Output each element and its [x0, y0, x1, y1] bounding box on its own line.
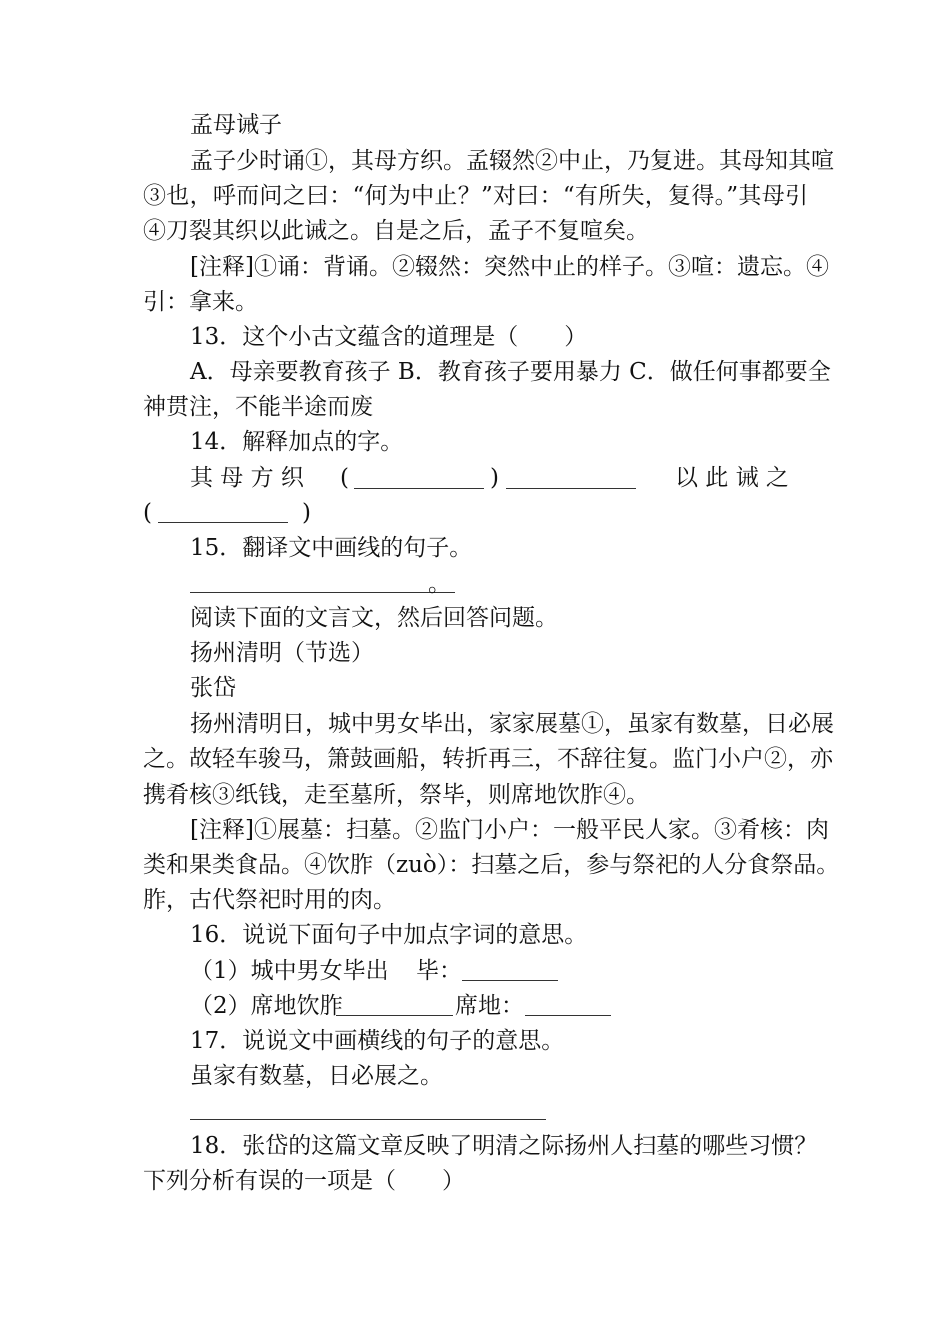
- answer-blank-14-3[interactable]: [158, 522, 288, 523]
- passage-title-yangzhou: 扬州清明（节选）: [190, 640, 374, 666]
- passage2-body-line-1: 扬州清明日，城中男女毕出，家家展墓①，虽家有数墓，日必展: [190, 711, 834, 737]
- passage2-notes-line-1: [注释]①展墓：扫墓。②监门小户：一般平民人家。③肴核：肉: [190, 817, 829, 843]
- question-13-stem: 13．这个小古文蕴含的道理是（ ）: [190, 324, 588, 350]
- answer-blank-14-1[interactable]: [354, 488, 484, 489]
- passage2-author: 张岱: [190, 675, 236, 701]
- question-18-stem-line-1: 18．张岱的这篇文章反映了明清之际扬州人扫墓的哪些习惯？: [190, 1133, 818, 1159]
- question-14-close-paren-2: ): [302, 500, 311, 526]
- answer-blank-14-2[interactable]: [506, 488, 636, 489]
- passage-title-mengmu: 孟母诫子: [190, 112, 282, 138]
- question-17-sentence: 虽家有数墓，日必展之。: [190, 1063, 443, 1089]
- question-14-stem: 14．解释加点的字。: [190, 429, 404, 455]
- question-13-options-line-2: 神贯注，不能半途而废: [143, 394, 373, 420]
- question-15-stem: 15．翻译文中画线的句子。: [190, 535, 473, 561]
- question-14-close-paren-1: ): [490, 465, 499, 491]
- passage2-notes-line-3: 胙，古代祭祀时用的肉。: [143, 887, 396, 913]
- question-14-item-1: 其 母 方 织: [190, 465, 304, 491]
- question-15-answer-end: 。: [428, 571, 451, 597]
- question-16-item-2: （2）席地饮胙: [190, 993, 343, 1019]
- passage2-notes-line-2: 类和果类食品。④饮胙（zuò）：扫墓之后，参与祭祀的人分食祭品。: [143, 852, 840, 878]
- passage2-body-line-2: 之。故轻车骏马，箫鼓画船，转折再三，不辞往复。监门小户②，亦: [143, 746, 833, 772]
- answer-line-15[interactable]: [190, 592, 455, 593]
- passage1-notes-line-1: [注释]①诵：背诵。②辍然：突然中止的样子。③喧：遗忘。④: [190, 254, 829, 280]
- question-17-stem: 17．说说文中画横线的句子的意思。: [190, 1028, 565, 1054]
- question-14-open-paren-1: (: [340, 465, 349, 491]
- passage1-body-line-1: 孟子少时诵①，其母方织。孟辍然②中止，乃复进。其母知其喧: [190, 148, 834, 174]
- question-16-stem: 16．说说下面句子中加点字词的意思。: [190, 922, 588, 948]
- question-18-stem-line-2: 下列分析有误的一项是（ ）: [143, 1168, 465, 1194]
- question-16-item-1: （1）城中男女毕出: [190, 958, 389, 984]
- passage1-body-line-2: ③也，呼而问之曰：“何为中止？”对曰：“有所失，复得。”其母引: [143, 183, 808, 209]
- answer-line-17[interactable]: [190, 1119, 546, 1120]
- question-16-item-1-label: 毕：: [416, 958, 462, 984]
- passage2-body-line-3: 携肴核③纸钱，走至墓所，祭毕，则席地饮胙④。: [143, 782, 649, 808]
- question-14-open-paren-2: (: [143, 500, 152, 526]
- question-13-options-line-1: A．母亲要教育孩子 B．教育孩子要用暴力 C．做任何事都要全: [190, 359, 831, 385]
- passage1-body-line-3: ④刀裂其织以此诫之。自是之后，孟子不复喧矣。: [143, 218, 649, 244]
- answer-blank-16-2b[interactable]: [525, 1015, 611, 1016]
- passage1-notes-line-2: 引：拿来。: [143, 289, 258, 315]
- passage2-intro: 阅读下面的文言文，然后回答问题。: [190, 605, 558, 631]
- question-14-item-2: 以 此 诫 之: [675, 465, 789, 491]
- question-16-item-2-label: 席地：: [455, 993, 524, 1019]
- answer-blank-16-1[interactable]: [462, 980, 558, 981]
- answer-blank-16-2a[interactable]: [336, 1015, 453, 1016]
